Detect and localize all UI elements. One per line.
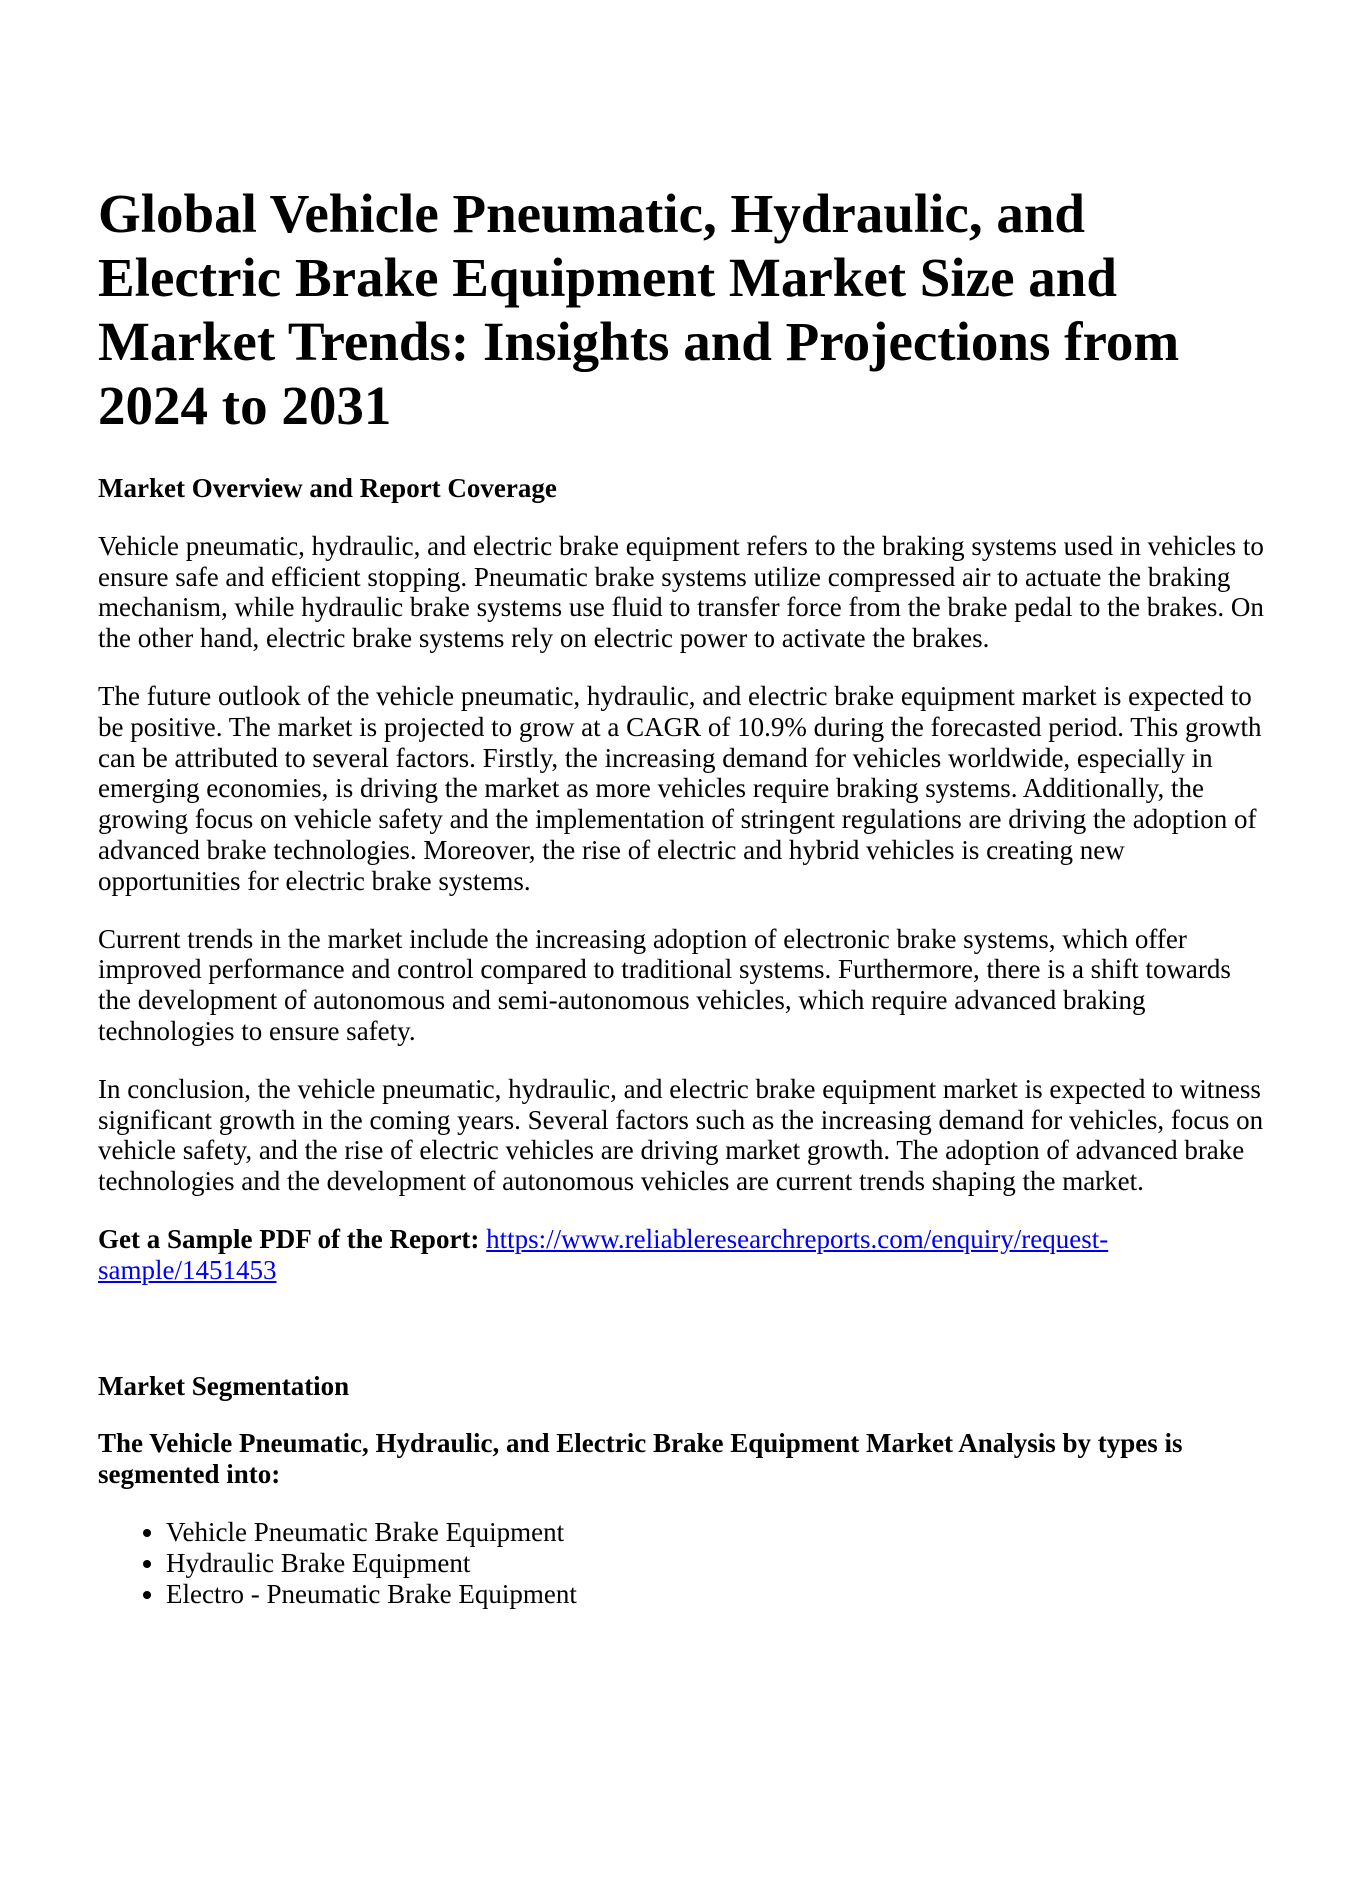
list-item: • Vehicle Pneumatic Brake Equipment	[166, 1517, 1264, 1548]
segmentation-heading: Market Segmentation	[98, 1370, 350, 1401]
sample-request	[98, 1224, 1264, 1286]
overview-paragraph-conclusion: In conclusion, the vehicle pneumatic, hydraulic, and electric brake equipment market is expected to witness significant growth in the coming years. Several factors such as the increasing demand for vehicles, focus on vehicle safety, and the rise of electric vehicles are driving market growth. The adoption of advanced brake technologies and the development of autonomous vehicles are current trends shaping the market.	[98, 1073, 1264, 1197]
overview-paragraph-trends: Current trends in the market include the increasing adoption of electronic brake systems, which offer improved performance and control compared to traditional systems. Furthermore, there is a shift towards the development of autonomous and semi-autonomous vehicles, which require advanced braking technologies to ensure safety.	[98, 923, 1231, 1046]
types-list	[98, 1517, 1264, 1609]
document-title: Global Vehicle Pneumatic, Hydraulic, and Electric Brake Equipment Market Size and Market Trends: Insights and Projections from 2024 to 2031	[98, 183, 1180, 436]
sample-request-label: Get a Sample PDF of the Report:	[98, 1223, 480, 1254]
document-page	[98, 0, 1264, 1609]
overview-paragraph-outlook: The future outlook of the vehicle pneumatic, hydraulic, and electric brake equipment market is expected to be positive. The market is projected to grow at a CAGR of 10.9% during the forecasted period. This growth can be attributed to several factors. Firstly, the increasing demand for vehicles worldwide, especially in emerging economies, is driving the market as more vehicles require braking systems. Additionally, the growing focus on vehicle safety and the implementation of stringent regulations are driving the adoption of advanced brake technologies. Moreover, the rise of electric and hybrid vehicles is creating new opportunities for electric brake systems.	[98, 680, 1262, 896]
types-heading: The Vehicle Pneumatic, Hydraulic, and Electric Brake Equipment Market Analysis by types is segmented into:	[98, 1428, 1183, 1490]
sample-request-link[interactable]: https://www.reliableresearchreports.com/enquiry/request-sample/1451453	[98, 1223, 1109, 1285]
overview-heading: Market Overview and Report Coverage	[98, 473, 557, 503]
list-item: • Hydraulic Brake Equipment	[166, 1548, 1264, 1579]
overview-paragraph-definition: Vehicle pneumatic, hydraulic, and electric brake equipment refers to the braking systems used in vehicles to ensure safe and efficient stopping. Pneumatic brake systems utilize compressed air to actuate the braking mechanism, while hydraulic brake systems use fluid to transfer force from the brake pedal to the brakes. On the other hand, electric brake systems rely on electric power to activate the brakes.	[98, 530, 1264, 654]
list-item: • Electro - Pneumatic Brake Equipment	[166, 1579, 1264, 1610]
